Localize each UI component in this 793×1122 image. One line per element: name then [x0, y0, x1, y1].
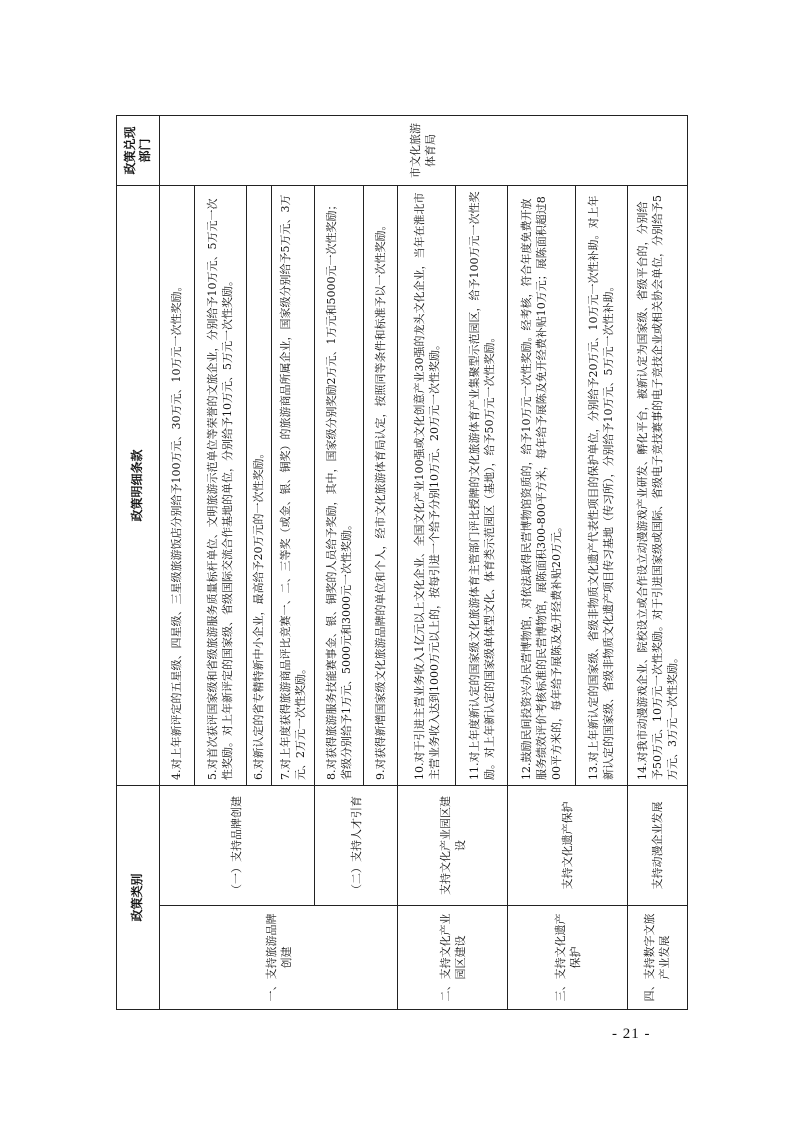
subcategory-cell: 支持动漫企业发展	[627, 785, 687, 905]
policy-item: 8.对获得旅游服务技能赛事金、银、铜奖的人员给予奖励，其中，国家级分别奖励2万元、1万元和5000元一次性奖励；省级分别给予1万元、5000元和3000元一次性奖励。	[315, 185, 364, 785]
header-dept: 政策兑现部门	[117, 115, 160, 185]
table-row	[398, 115, 456, 1009]
header-category: 政策类别	[117, 785, 160, 1009]
policy-item: 4.对上年新评定的五星级、四星级、三星级旅游饭店分别给予100万元、30万元、10万元一次性奖励。	[159, 185, 194, 785]
policy-item: 6.对新认定的省专精特新中小企业，最高给予20万元的一次性奖励。	[246, 185, 271, 785]
category-cell: 四、支持数字文旅产业发展	[627, 906, 687, 1010]
category-cell: 一、支持旅游品牌创建	[159, 906, 398, 1010]
subcategory-cell: 支持文化遗产保护	[508, 785, 627, 905]
category-cell: 三、支持文化遗产保护	[508, 906, 627, 1010]
policy-table-rotated	[116, 116, 688, 1010]
table-row	[508, 115, 575, 1009]
policy-item: 7.对上年度获得旅游商品评比竞赛一、二、三等奖（或金、银、铜奖）的旅游商品所属企业，国家级分别给予5万元、3万元、2万元一次性奖励。	[272, 185, 315, 785]
page-number: - 21 -	[612, 1026, 651, 1042]
subcategory-cell: 支持文化产业园区建设	[398, 785, 508, 905]
subcategory-cell: （一）支持品牌创建	[159, 785, 314, 905]
policy-item: 10.对于引进主营业务收入1亿元以上文化企业、全国文化产业100强或文化创意产业30强的龙头文化企业，当年在淮北市主营业务收入达到1000万元以上的，按每引进一个给予分别10万元、20万元一次性奖励。	[398, 185, 456, 785]
policy-item: 12.鼓励民间投资兴办民营博物馆，对依法取得民营博物馆资质的，给予10万元一次性奖励。经考核，符合年度免费开放服务绩效评价考核标准的民营博物馆，展陈面积300-800平方米，每年给予展陈及免开经费补贴10万元；展陈面积超过800平方米的，每年给予展陈及免开经费补贴20万元。	[508, 185, 575, 785]
policy-item: 5.对首次获评国家级和省级旅游服务质量标杆单位、文明旅游示范单位等荣誉的文旅企业，分别给予10万元、5万元一次性奖励。对上年新评定的国家级、省级国际交流合作基地的单位，分别给予10万元、5万元一次性奖励。	[194, 185, 246, 785]
policy-item: 9.对获得新增国家级文化旅游品牌的单位和个人，经市文化旅游体育局认定，按照同等条件和标准予以一次性奖励。	[363, 185, 398, 785]
subcategory-cell: （二）支持人才引育	[315, 785, 398, 905]
policy-item: 13.对上年新认定的国家级、省级非物质文化遗产代表性项目的保护单位，分别给予20万元、10万元一次性补助。对上年新认定的国家级、省级非物质文化遗产项目传习基地（传习所），分别给予10万元、5万元一次性补助。	[575, 185, 627, 785]
header-detail: 政策明细条款	[117, 185, 160, 785]
table-row	[315, 115, 364, 1009]
dept-cell: 市文化旅游体育局	[159, 115, 687, 185]
policy-table	[116, 115, 688, 1010]
policy-item: 14.对我市动漫游戏企业、院校设立或合作设立动漫游戏产业研发、孵化平台，被新认定为国家级、省级平台的，分别给予50万元、10万元一次性奖励。对于引进国家级或国际、省级电子竞技赛事的电子竞技企业或相关协会单位，分别给予5万元、3万元一次性奖励。	[627, 185, 687, 785]
table-row	[627, 115, 687, 1009]
category-cell: 二、支持文化产业园区建设	[398, 906, 508, 1010]
table-row	[159, 115, 194, 1009]
table-header-row	[117, 115, 160, 1009]
policy-item: 11.对上年度新认定的国家级文化旅游体育主管部门评比授牌的文化旅游体育产业集聚型示范园区，给予100万元一次性奖励。对上年新认定的国家级单体型文化、体育类示范园区（基地），给予50万元一次性奖励。	[456, 185, 508, 785]
